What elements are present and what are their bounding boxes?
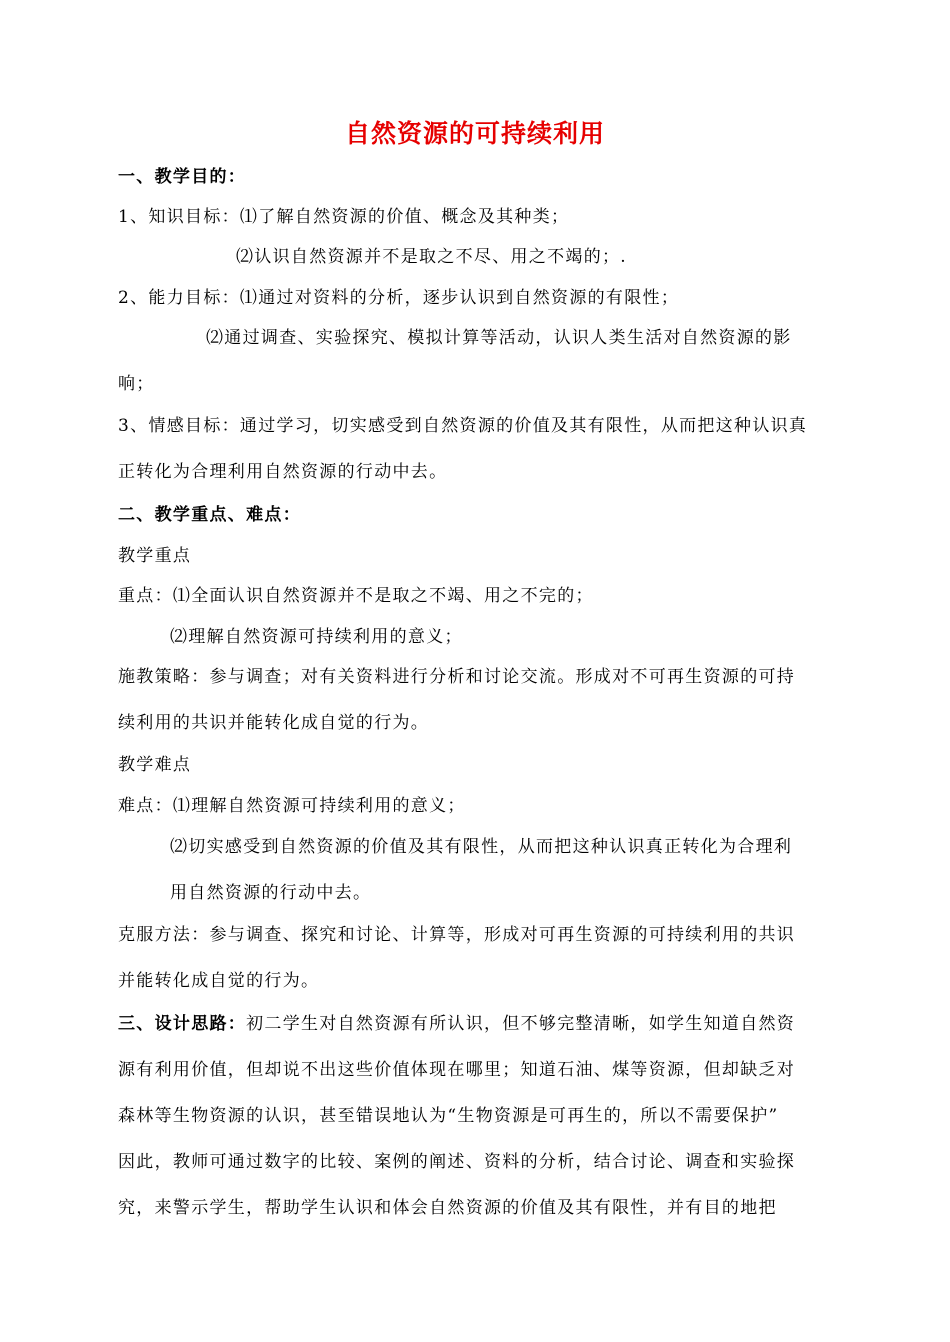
teaching-strategy-line-1: 施教策略：参与调查；对有关资料进行分析和讨论交流。形成对不可再生资源的可持 (118, 667, 796, 687)
design-idea-line-2: 源有利用价值，但却说不出这些价值体现在哪里；知道石油、煤等资源，但却缺乏对 (118, 1060, 796, 1080)
design-idea-line-5: 究，来警示学生，帮助学生认识和体会自然资源的价值及其有限性，并有目的地把 (118, 1198, 777, 1218)
knowledge-goal-line-1: 1、知识目标：⑴了解自然资源的价值、概念及其种类； (118, 207, 570, 227)
difficulty-2-line-1: ⑵切实感受到自然资源的价值及其有限性，从而把这种认识真正转化为合理利 (170, 837, 793, 857)
design-idea-line-1 (118, 1013, 795, 1035)
ability-goal-line-2: ⑵通过调查、实验探究、模拟计算等活动，认识人类生活对自然资源的影 (206, 328, 792, 348)
design-idea-line-4: 因此，教师可通过数字的比较、案例的阐述、资料的分析，结合讨论、调查和实验探 (118, 1152, 796, 1172)
design-idea-text-1: 初二学生对自然资源有所认识，但不够完整清晰，如学生知道自然资 (246, 1014, 796, 1034)
difficulty-1: 难点：⑴理解自然资源可持续利用的意义； (118, 796, 466, 816)
teaching-strategy-line-2: 续利用的共识并能转化成自觉的行为。 (118, 713, 430, 733)
overcome-method-line-2: 并能转化成自觉的行为。 (118, 971, 320, 991)
ability-goal-line-1: 2、能力目标：⑴通过对资料的分析，逐步认识到自然资源的有限性； (118, 288, 680, 308)
key-point-label: 教学重点 (118, 546, 192, 566)
emotion-goal-line-1: 3、情感目标：通过学习，切实感受到自然资源的价值及其有限性，从而把这种认识真 (118, 416, 808, 436)
design-idea-line-3: 森林等生物资源的认识，甚至错误地认为“生物资源是可再生的，所以不需要保护” (118, 1106, 779, 1126)
difficulty-label: 教学难点 (118, 755, 192, 775)
key-point-1: 重点：⑴全面认识自然资源并不是取之不竭、用之不完的； (118, 586, 594, 606)
section-heading-key-points: 二、教学重点、难点： (118, 505, 301, 525)
knowledge-goal-line-2: ⑵认识自然资源并不是取之不尽、用之不竭的；. (236, 247, 628, 267)
overcome-method-line-1: 克服方法：参与调查、探究和讨论、计算等，形成对可再生资源的可持续利用的共识 (118, 925, 796, 945)
section-heading-design: 三、设计思路： (118, 1014, 247, 1034)
document-title: 自然资源的可持续利用 (344, 119, 605, 148)
key-point-2: ⑵理解自然资源可持续利用的意义； (170, 627, 463, 647)
ability-goal-line-3: 响； (118, 374, 155, 394)
difficulty-2-line-2: 用自然资源的行动中去。 (170, 883, 372, 903)
emotion-goal-line-2: 正转化为合理利用自然资源的行动中去。 (118, 462, 448, 482)
section-heading-objectives: 一、教学目的： (118, 167, 247, 187)
